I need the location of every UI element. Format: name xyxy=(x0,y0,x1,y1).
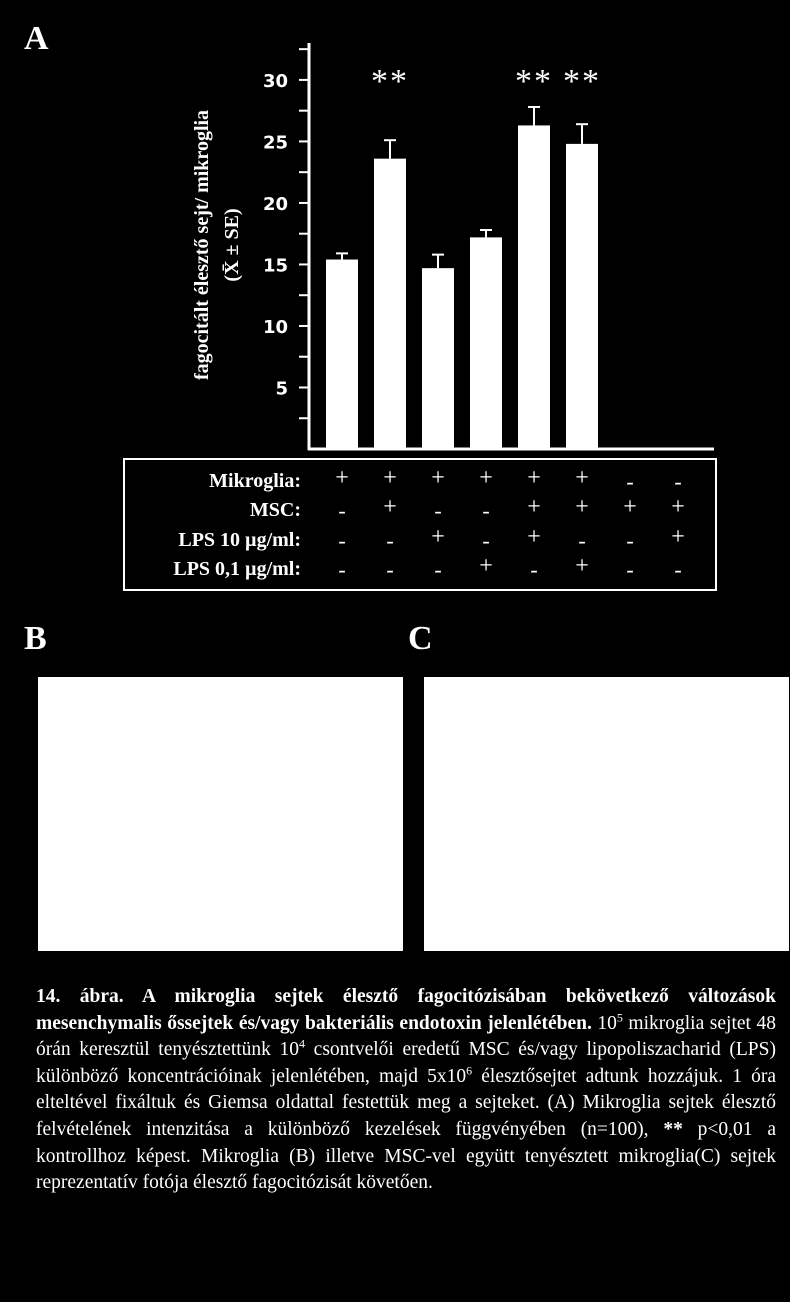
condition-sign: - xyxy=(434,557,442,582)
bar xyxy=(518,125,550,449)
condition-sign: + xyxy=(575,494,589,520)
condition-sign: + xyxy=(335,465,349,491)
condition-sign: + xyxy=(575,465,589,491)
bar xyxy=(566,144,598,449)
condition-sign: + xyxy=(527,465,541,491)
photo-c-msc-microglia xyxy=(424,677,789,951)
condition-sign: + xyxy=(527,524,541,550)
y-tick-label: 5 xyxy=(275,378,288,400)
caption-title: 14. ábra. A mikroglia sejtek élesztő fagocitózisában bekövetkező változások mesenchymalis őssejtek és/vagy bakteriális endotoxin jelenlétében. xyxy=(36,986,776,1034)
condition-label: Mikroglia: xyxy=(209,470,301,492)
significance-marker: ** xyxy=(515,63,553,100)
condition-sign: - xyxy=(674,557,682,582)
panel-label-c: C xyxy=(408,620,433,657)
y-tick-label: 20 xyxy=(262,193,288,215)
bar-chart xyxy=(0,0,790,600)
condition-sign: - xyxy=(482,528,490,553)
caption-text-5: p<0,01 a kontrollhoz képest. Mikroglia (B) illetve MSC-vel együtt tenyésztett mikroglia(C) sejtek reprezentatív fotója élesztő fagocitózisát követően. xyxy=(36,1118,776,1194)
condition-sign: + xyxy=(431,524,445,550)
condition-sign: - xyxy=(578,528,586,553)
caption-exponent-2: 4 xyxy=(299,1036,306,1051)
caption-exponent-1: 5 xyxy=(616,1010,623,1025)
condition-sign: - xyxy=(482,498,490,523)
condition-sign: - xyxy=(338,498,346,523)
bar xyxy=(470,237,502,449)
bar xyxy=(326,260,358,449)
condition-sign: - xyxy=(386,528,394,553)
panel-label-a: A xyxy=(24,20,49,57)
condition-sign: - xyxy=(530,557,538,582)
y-tick-label: 10 xyxy=(262,316,288,338)
caption-significance-stars: ** xyxy=(663,1118,683,1140)
y-tick-label: 30 xyxy=(262,70,288,92)
panel-label-b: B xyxy=(24,620,47,657)
y-axis-label-unit: (X̄ ± SE) xyxy=(221,208,243,282)
condition-sign: - xyxy=(626,469,634,494)
bar xyxy=(614,448,646,450)
condition-sign: + xyxy=(575,553,589,579)
y-axis-label: fagocitált élesztő sejt/ mikroglia xyxy=(191,109,213,381)
condition-sign: + xyxy=(383,494,397,520)
condition-sign: + xyxy=(671,524,685,550)
condition-sign: + xyxy=(479,465,493,491)
condition-sign: - xyxy=(338,528,346,553)
condition-sign: + xyxy=(671,494,685,520)
condition-sign: + xyxy=(431,465,445,491)
condition-sign: + xyxy=(527,494,541,520)
caption-text-2: mikroglia sejtet 48 órán keresztül tenyésztettünk 10 xyxy=(36,1012,776,1061)
bar xyxy=(662,448,694,450)
condition-sign: - xyxy=(626,528,634,553)
caption-text-1: 10 xyxy=(591,1012,617,1034)
condition-sign: + xyxy=(623,494,637,520)
condition-sign: - xyxy=(386,557,394,582)
figure-caption xyxy=(36,984,776,1197)
condition-sign: - xyxy=(434,498,442,523)
condition-label: LPS 10 µg/ml: xyxy=(178,529,301,551)
caption-exponent-3: 6 xyxy=(466,1063,473,1078)
photo-b-microglia xyxy=(38,677,403,951)
y-tick-label: 25 xyxy=(262,132,288,154)
condition-sign: - xyxy=(674,469,682,494)
significance-marker: ** xyxy=(563,63,601,100)
condition-sign: + xyxy=(479,553,493,579)
bar xyxy=(374,159,406,449)
bar xyxy=(422,268,454,449)
condition-label: LPS 0,1 µg/ml: xyxy=(173,558,301,580)
caption-text-3: csontvelői eredetű MSC és/vagy lipopoliszacharid (LPS) különböző koncentrációinak jelenlétében, majd 5x10 xyxy=(36,1039,776,1087)
caption-text-4: élesztősejtet adtunk hozzájuk. 1 óra elteltével fixáltuk és Giemsa oldattal festettük meg a sejteket. (A) Mikroglia sejtek élesztő felvételének intenzitása a különböző kezelések függvényében (n=100), xyxy=(36,1065,777,1140)
condition-sign: - xyxy=(626,557,634,582)
y-tick-label: 15 xyxy=(262,255,288,277)
condition-sign: - xyxy=(338,557,346,582)
condition-label: MSC: xyxy=(249,499,301,521)
significance-marker: ** xyxy=(371,63,409,100)
condition-sign: + xyxy=(383,465,397,491)
